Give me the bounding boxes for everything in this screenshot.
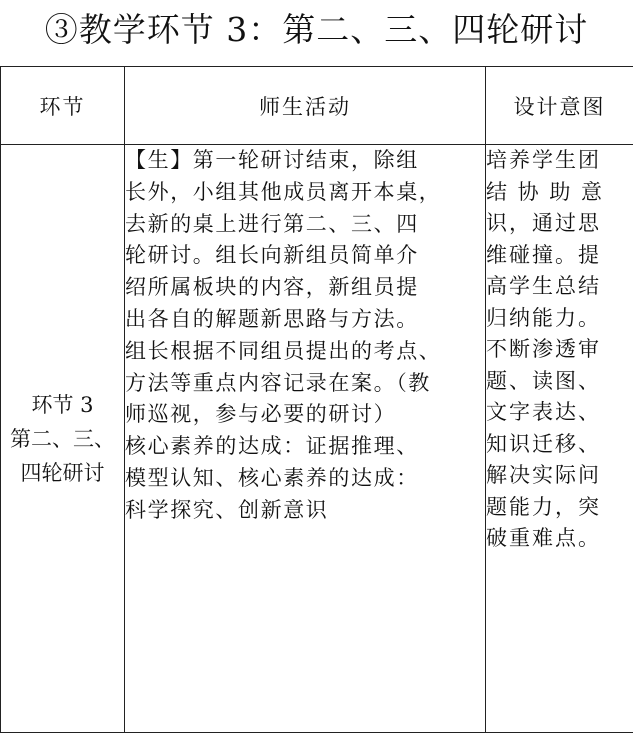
activity-line: 核心素养的达成：证据推理、	[125, 434, 419, 459]
header-stage: 环节	[1, 67, 125, 145]
intent-line: 知识迁移、	[486, 431, 601, 456]
activity-line: 师巡视，参与必要的研讨）	[125, 402, 397, 427]
stage-line: 环节 3	[31, 392, 94, 417]
activity-line: 方法等重点内容记录在案。（教	[125, 370, 431, 395]
table-row	[1, 145, 633, 733]
activity-line: 轮研讨。组长向新组员简单介	[125, 243, 419, 268]
activity-line: 去新的桌上进行第二、三、四	[125, 211, 419, 236]
header-intent: 设计意图	[486, 67, 633, 145]
intent-line: 维碰撞。提	[486, 242, 601, 267]
activity-line: 出各自的解题新思路与方法。	[125, 306, 419, 331]
activity-line: 组长根据不同组员提出的考点、	[125, 338, 442, 363]
intent-line: 解决实际问	[486, 463, 601, 487]
table-header-row	[1, 67, 633, 145]
activity-line: 【生】第一轮研讨结束，除组	[125, 148, 419, 172]
activity-line: 长外，小组其他成员离开本桌，	[125, 179, 442, 204]
lesson-table	[0, 66, 633, 733]
header-activity: 师生活动	[125, 67, 486, 145]
stage-line: 四轮研讨	[20, 460, 105, 485]
intent-line: 文字表达、	[486, 400, 601, 424]
activity-cell	[125, 145, 486, 733]
intent-line: 归纳能力。	[486, 305, 601, 330]
intent-line: 题、读图、	[486, 368, 601, 393]
activity-line: 绍所属板块的内容，新组员提	[125, 275, 419, 300]
activity-line: 模型认知、核心素养的达成：	[125, 465, 419, 490]
intent-cell	[486, 145, 633, 733]
intent-line: 识，通过思	[486, 211, 601, 235]
intent-line: 不断渗透审	[486, 337, 601, 361]
intent-line: 高学生总结	[486, 274, 601, 298]
activity-line: 科学探究、创新意识	[125, 497, 329, 522]
intent-line: 培养学生团	[486, 148, 601, 172]
stage-cell	[1, 145, 125, 733]
stage-line: 第二、三、	[10, 426, 115, 451]
page-title: ③教学环节 3：第二、三、四轮研讨	[44, 10, 589, 49]
intent-line: 结 协 助 意	[486, 179, 605, 204]
intent-line: 题能力，突	[486, 494, 601, 519]
intent-line: 破重难点。	[486, 526, 601, 550]
